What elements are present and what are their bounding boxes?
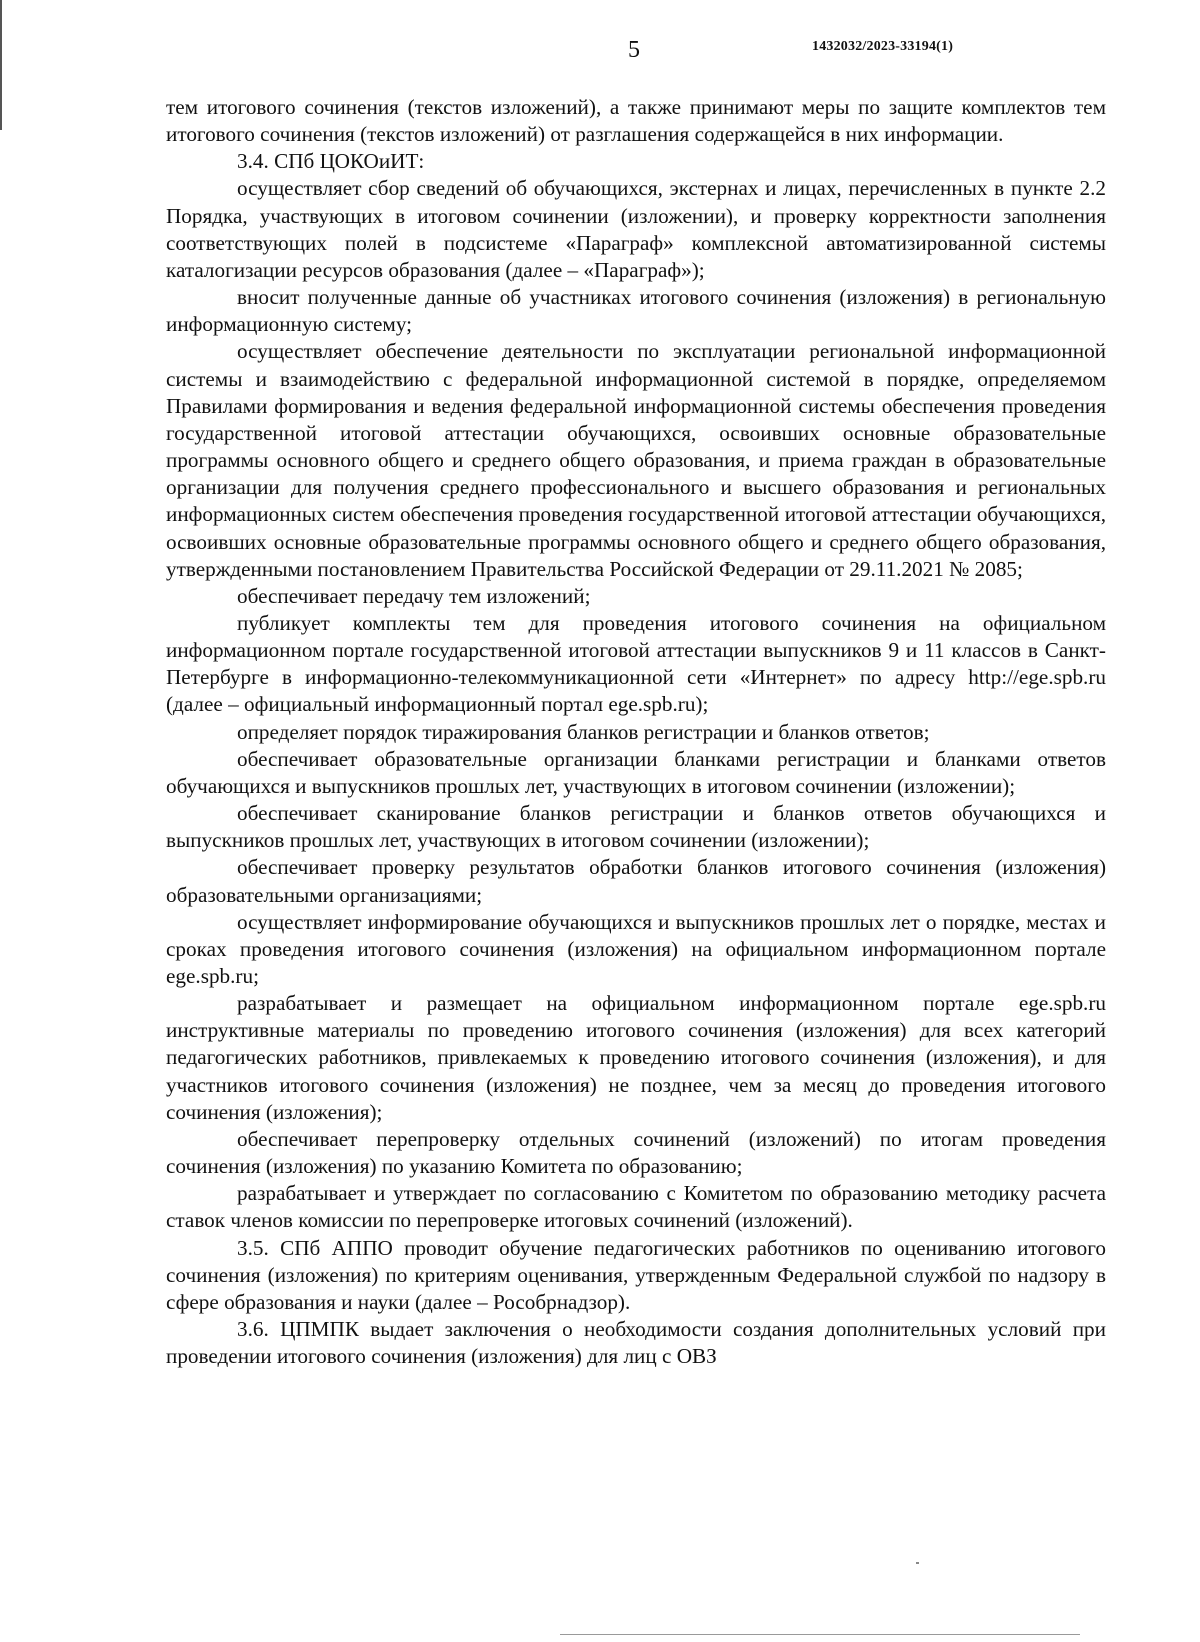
scan-edge-mark xyxy=(0,0,2,130)
paragraph: обеспечивает сканирование бланков регистрации и бланков ответов обучающихся и выпускников прошлых лет, участвующих в итоговом сочинении (изложении); xyxy=(166,801,1106,853)
scan-artifact xyxy=(916,1562,919,1564)
paragraph-continuation: тем итогового сочинения (текстов изложений), а также принимают меры по защите комплектов тем итогового сочинения (текстов изложений) от разглашения содержащейся в них информации. xyxy=(166,95,1106,147)
page-number: 5 xyxy=(628,37,640,63)
paragraph: разрабатывает и утверждает по согласованию с Комитетом по образованию методику расчета ставок членов комиссии по перепроверке итоговых сочинений (изложений). xyxy=(166,1181,1106,1233)
section-heading-3-4: 3.4. СПб ЦОКОиИТ: xyxy=(237,149,425,174)
section-paragraph-3-5: 3.5. СПб АППО проводит обучение педагогических работников по оцениванию итогового сочинения (изложения) по критериям оценивания, утвержденным Федеральной службой по надзору в сфере образования и науки (далее – Рособрнадзор). xyxy=(166,1235,1106,1314)
paragraph: обеспечивает перепроверку отдельных сочинений (изложений) по итогам проведения сочинения (изложения) по указанию Комитета по образованию; xyxy=(166,1126,1106,1179)
section-paragraph-3-6: 3.6. ЦПМПК выдает заключения о необходимости создания дополнительных условий при проведении итогового сочинения (изложения) для лиц с ОВЗ xyxy=(166,1317,1106,1369)
paragraph: обеспечивает образовательные организации бланками регистрации и бланками ответов обучающихся и выпускников прошлых лет, участвующих в итоговом сочинении (изложении); xyxy=(166,746,1106,798)
paragraph: осуществляет сбор сведений об обучающихся, экстернах и лицах, перечисленных в пункте 2.2 Порядка, участвующих в итоговом сочинении (изложении), и проверку корректности заполнения соответствующих полей в подсистеме «Параграф» комплексной автоматизированной системы каталогизации ресурсов образования (далее – «Параграф»); xyxy=(166,176,1106,282)
paragraph: осуществляет обеспечение деятельности по эксплуатации региональной информационной системы и взаимодействию с федеральной информационной системой в порядке, определяемом Правилами формирования и ведения федеральной информационной системы обеспечения проведения государственной итоговой аттестации обучающихся, освоивших основные образовательные программы основного общего и среднего общего образования, и приема граждан в образовательные организации для получения среднего профессионального и высшего образования и региональных информационных систем обеспечения проведения государственной итоговой аттестации обучающихся, освоивших основные образовательные программы основного общего и среднего общего образования, утвержденными постановлением Правительства Российской Федерации от 29.11.2021 № 2085; xyxy=(166,339,1106,581)
paragraph: публикует комплекты тем для проведения итогового сочинения на официальном информационном портале государственной итоговой аттестации выпускников 9 и 11 классов в Санкт-Петербурге в информационно-телекоммуникационной сети «Интернет» по адресу http://ege.spb.ru (далее – официальный информационный портал ege.spb.ru); xyxy=(166,610,1106,717)
paragraph: определяет порядок тиражирования бланков регистрации и бланков ответов; xyxy=(237,719,930,744)
bottom-scan-line xyxy=(560,1634,1080,1635)
paragraph: обеспечивает проверку результатов обработки бланков итогового сочинения (изложения) образовательными организациями; xyxy=(166,855,1106,907)
document-registration-number: 1432032/2023-33194(1) xyxy=(812,39,954,54)
paragraph: осуществляет информирование обучающихся и выпускников прошлых лет о порядке, местах и сроках проведения итогового сочинения (изложения) на официальном информационном портале ege.spb.ru; xyxy=(166,909,1106,988)
paragraph: обеспечивает передачу тем изложений; xyxy=(237,583,591,608)
paragraph: разрабатывает и размещает на официальном информационном портале ege.spb.ru инструктивные материалы по проведению итогового сочинения (изложения) для всех категорий педагогических работников, привлекаемых к проведению итогового сочинения (изложения), и для участников итогового сочинения (изложения) не позднее, чем за месяц до проведения итогового сочинения (изложения); xyxy=(166,991,1106,1124)
paragraph: вносит полученные данные об участниках итогового сочинения (изложения) в региональную информационную систему; xyxy=(166,285,1106,337)
document-body xyxy=(166,94,1106,1370)
